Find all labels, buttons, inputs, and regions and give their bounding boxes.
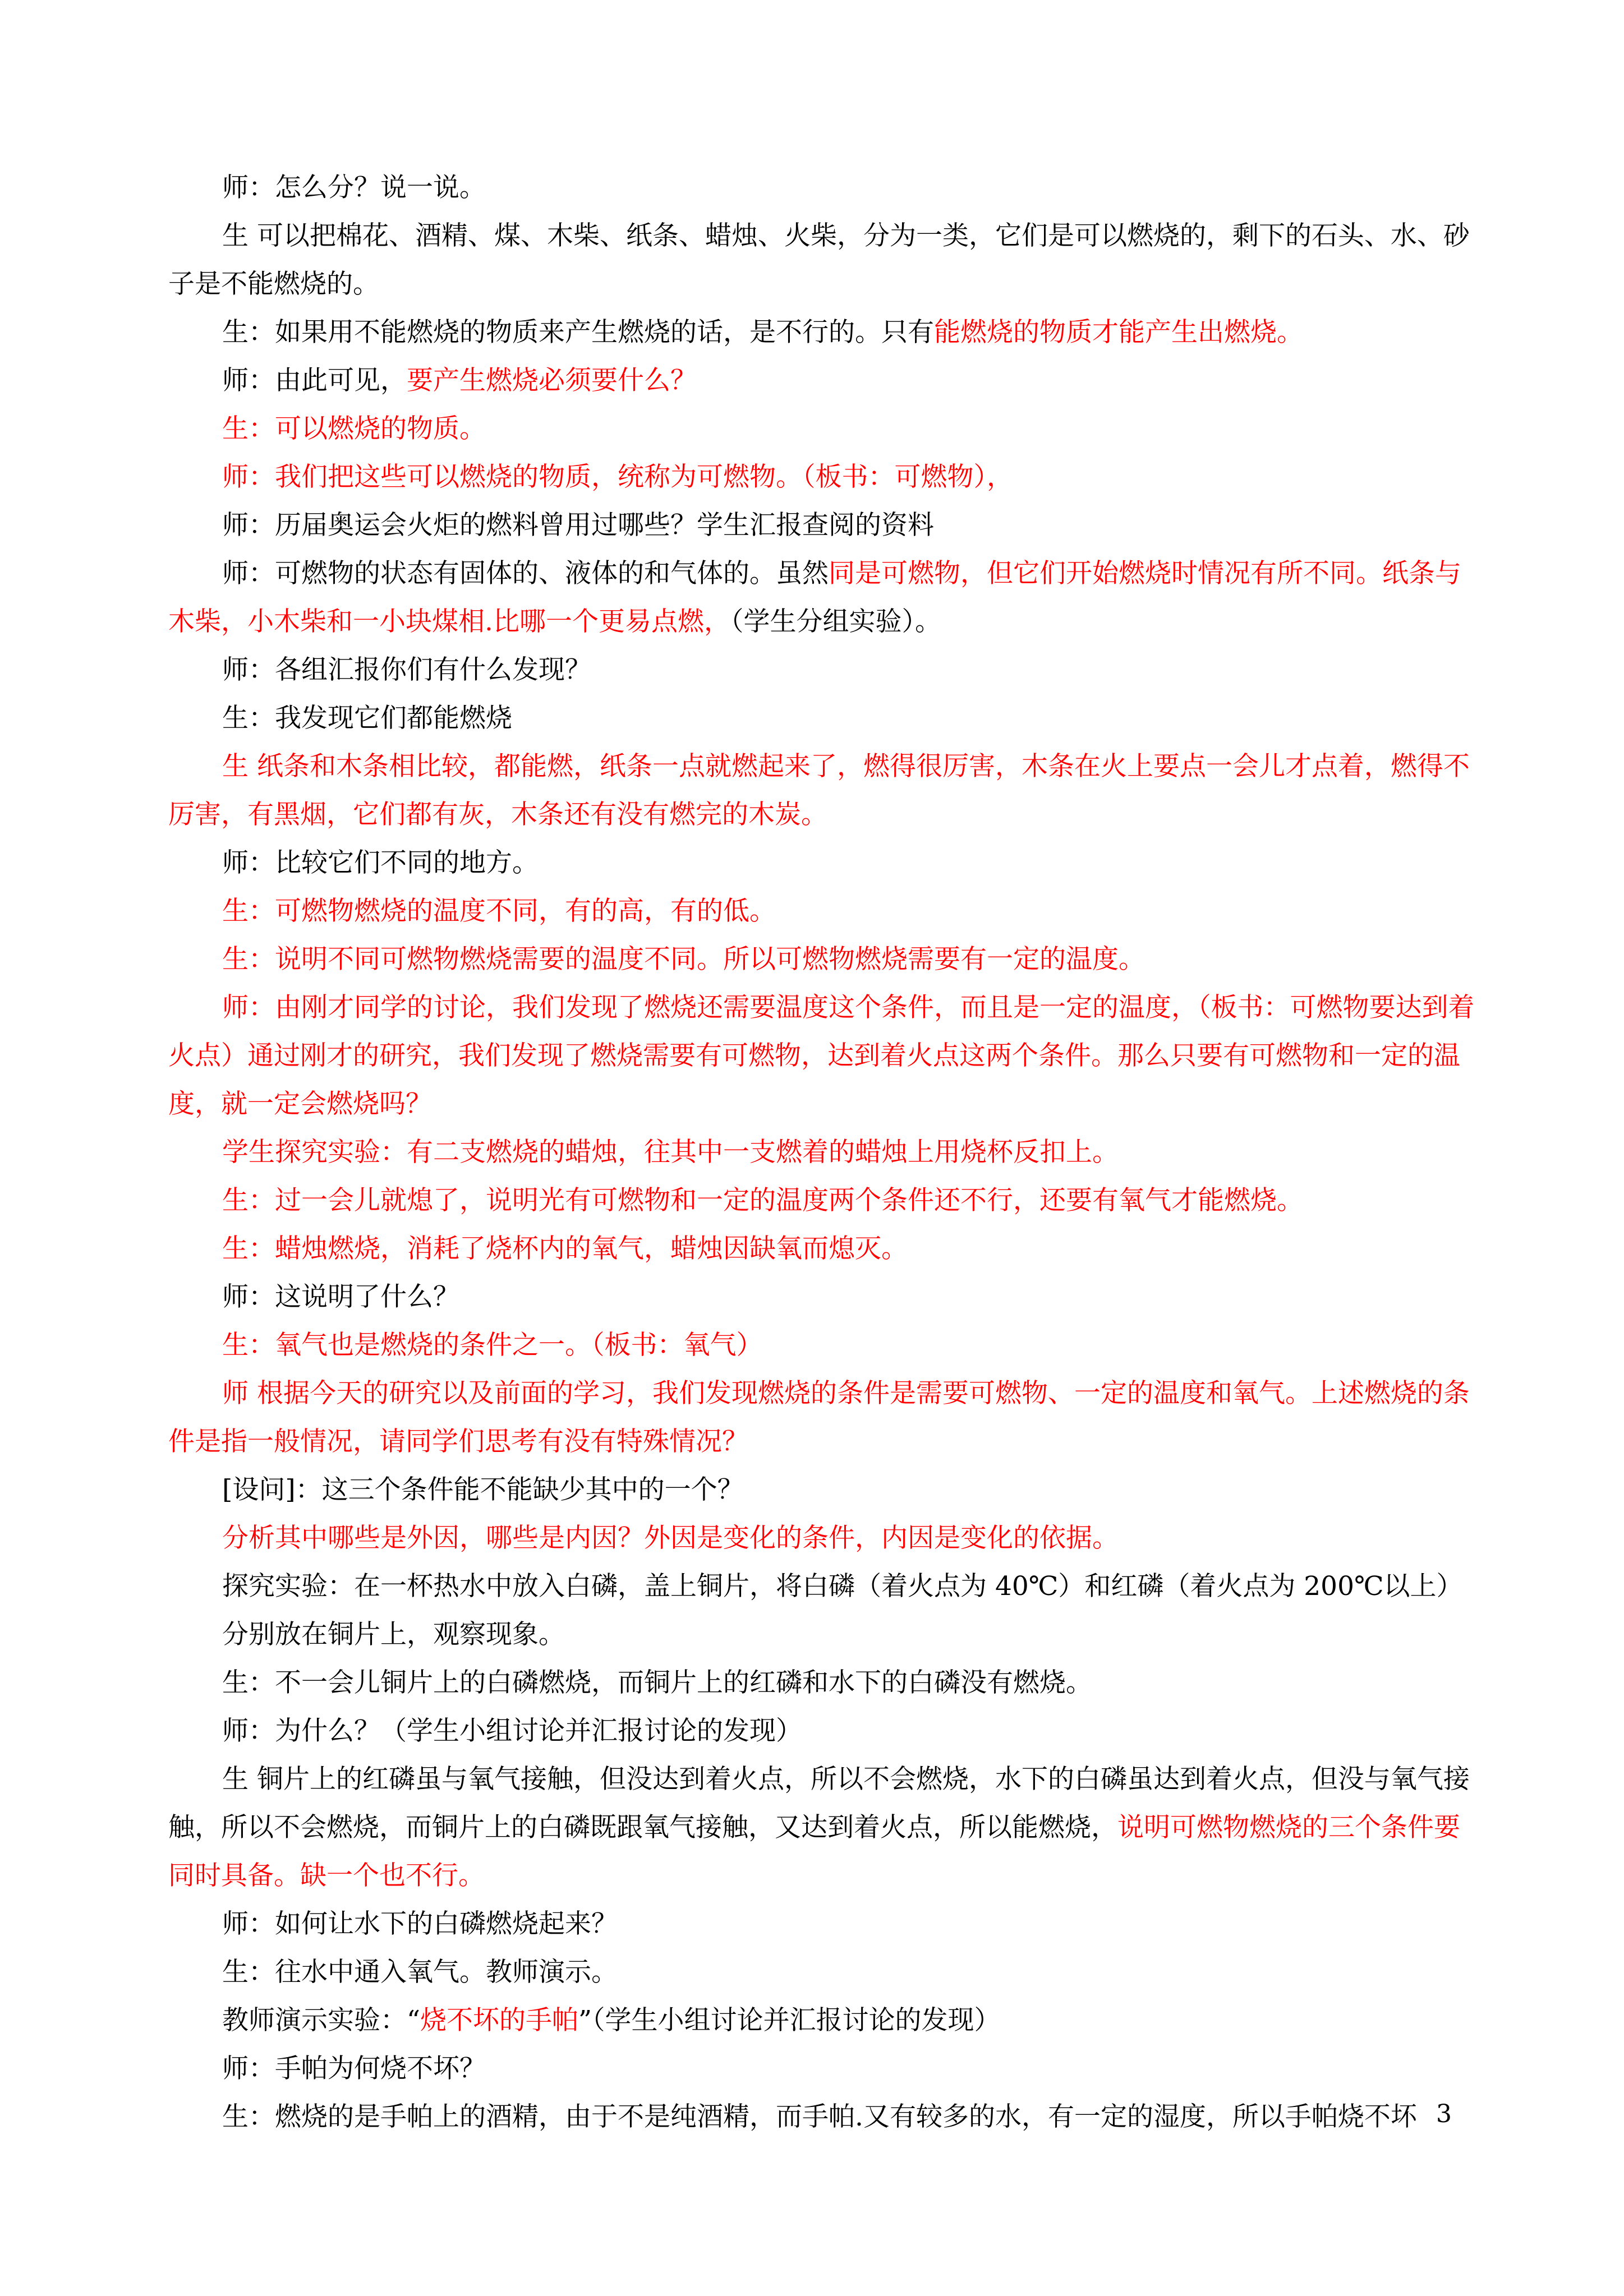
paragraph — [168, 1997, 1484, 2045]
text-segment: [设问]：这三个条件能不能缺少其中的一个？ — [222, 1474, 744, 1505]
paragraph — [168, 984, 1484, 1128]
highlighted-text: 生：氧气也是燃烧的条件之一。（板书：氧气） — [222, 1330, 763, 1361]
paragraph — [168, 1273, 1484, 1321]
highlighted-text: 生：可燃物燃烧的温度不同，有的高，有的低。 — [222, 896, 776, 926]
text-segment: 师：这说明了什么？ — [222, 1281, 459, 1312]
text-segment: 师：比较它们不同的地方。 — [222, 847, 539, 878]
text-segment: ”（学生小组讨论并汇报讨论的发现） — [578, 2005, 1001, 2036]
highlighted-text: 师：我们把这些可以燃烧的物质，统称为可燃物。（板书：可燃物）， — [222, 462, 1013, 492]
text-segment: 师：各组汇报你们有什么发现？ — [222, 654, 591, 685]
paragraph — [168, 357, 1484, 405]
paragraph — [168, 1659, 1484, 1707]
text-segment: 生：往水中通入氧气。教师演示。 — [222, 1957, 618, 1988]
text-segment: 生 可以把棉花、酒精、煤、木柴、纸条、蜡烛、火柴，分为一类，它们是可以燃烧的，剩下的石头、水、砂子是不能燃烧的。 — [168, 220, 1470, 299]
highlighted-text: 生 纸条和木条相比较，都能燃，纸条一点就燃起来了，燃得很厉害，木条在火上要点一会儿才点着，燃得不厉害，有黑烟，它们都有灰，木条还有没有燃完的木炭。 — [168, 751, 1470, 830]
paragraph — [168, 935, 1484, 984]
page-number: 3 — [1436, 2100, 1452, 2128]
highlighted-text: 分析其中哪些是外因，哪些是内因？外因是变化的条件，内因是变化的依据。 — [222, 1523, 1119, 1553]
highlighted-text: 生：蜡烛燃烧，消耗了烧杯内的氧气，蜡烛因缺氧而熄灭。 — [222, 1233, 908, 1264]
text-segment: 生 铜片上的红磷虽与氧气接触，但没达到着火点，所以不会燃烧，水下的白磷虽达到着火点，但没与氧气接触，所以不会燃烧，而铜片上的白磷既跟氧气接触，又达到着火点，所以能燃烧， — [168, 1764, 1470, 1843]
highlighted-text: 生：可以燃烧的物质。 — [222, 413, 486, 444]
paragraph — [168, 1370, 1484, 1466]
paragraph — [168, 164, 1484, 212]
text-segment: （学生分组实验）。 — [730, 606, 941, 637]
highlighted-text: 生：过一会儿就熄了，说明光有可燃物和一定的温度两个条件还不行，还要有氧气才能燃烧。 — [222, 1185, 1303, 1216]
paragraph — [168, 1900, 1484, 1948]
text-segment: 生：我发现它们都能燃烧 — [222, 703, 512, 734]
highlighted-text: 能燃烧的物质才能产生出燃烧。 — [934, 317, 1303, 348]
highlighted-text: 同是可燃物，但它们开始燃烧时情况有所不同。纸条与木柴，小木柴和一小块煤相.比哪一个更易点燃， — [168, 558, 1461, 637]
paragraph — [168, 1707, 1484, 1755]
highlighted-text: 师：由刚才同学的讨论，我们发现了燃烧还需要温度这个条件，而且是一定的温度，（板书：可燃物要达到着火点）通过刚才的研究，我们发现了燃烧需要有可燃物，达到着火点这两个条件。那么只要有可燃物和一定的温度，就一定会燃烧吗？ — [168, 992, 1475, 1119]
highlighted-text: 学生探究实验：有二支燃烧的蜡烛，往其中一支燃着的蜡烛上用烧杯反扣上。 — [222, 1137, 1119, 1168]
paragraph — [168, 1177, 1484, 1225]
highlighted-text: 说明可燃物燃烧的三个条件要同时具备。缺一个也不行。 — [168, 1812, 1460, 1891]
paragraph — [168, 501, 1484, 550]
paragraph — [168, 453, 1484, 501]
paragraph — [168, 1321, 1484, 1370]
paragraph — [168, 2045, 1484, 2093]
text-segment: 师：如何让水下的白磷燃烧起来？ — [222, 1908, 618, 1939]
text-segment: 生：不一会儿铜片上的白磷燃烧，而铜片上的红磷和水下的白磷没有燃烧。 — [222, 1667, 1092, 1698]
paragraph — [168, 1225, 1484, 1273]
paragraph — [168, 1514, 1484, 1562]
text-segment: 师：可燃物的状态有固体的、液体的和气体的。虽然 — [222, 558, 829, 589]
paragraph — [168, 2093, 1484, 2141]
text-segment: 生：燃烧的是手帕上的酒精，由于不是纯酒精，而手帕.又有较多的水，有一定的湿度，所以手帕烧不坏 — [222, 2101, 1417, 2132]
document-body — [168, 164, 1484, 2141]
text-segment: 教师演示实验：“ — [222, 2005, 421, 2036]
paragraph — [168, 1128, 1484, 1177]
paragraph — [168, 694, 1484, 743]
paragraph — [168, 405, 1484, 453]
paragraph — [168, 550, 1484, 646]
text-segment: 生：如果用不能燃烧的物质来产生燃烧的话，是不行的。只有 — [222, 317, 934, 348]
text-segment: 师：手帕为何烧不坏？ — [222, 2053, 486, 2084]
highlighted-text: 师 根据今天的研究以及前面的学习，我们发现燃烧的条件是需要可燃物、一定的温度和氧气。上述燃烧的条件是指一般情况，请同学们思考有没有特殊情况？ — [168, 1378, 1470, 1457]
paragraph — [168, 308, 1484, 357]
paragraph — [168, 1755, 1484, 1900]
text-segment: 师：怎么分？说一说。 — [222, 172, 486, 203]
highlighted-text: 烧不坏的手帕 — [420, 2005, 579, 2036]
text-segment: 师：由此可见， — [222, 365, 407, 396]
paragraph — [168, 646, 1484, 694]
text-segment: 师：历届奥运会火炬的燃料曾用过哪些？学生汇报查阅的资料 — [222, 510, 934, 541]
text-segment: 探究实验：在一杯热水中放入白磷，盖上铜片，将白磷（着火点为 40℃）和红磷（着火点为 200℃以上）分别放在铜片上，观察现象。 — [222, 1571, 1463, 1650]
paragraph — [168, 1466, 1484, 1514]
text-segment: 师：为什么？（学生小组讨论并汇报讨论的发现） — [222, 1716, 802, 1746]
paragraph — [168, 212, 1484, 308]
paragraph — [168, 839, 1484, 887]
paragraph — [168, 1562, 1484, 1659]
paragraph — [168, 887, 1484, 935]
highlighted-text: 要产生燃烧必须要什么？ — [407, 365, 697, 396]
highlighted-text: 生：说明不同可燃物燃烧需要的温度不同。所以可燃物燃烧需要有一定的温度。 — [222, 944, 1145, 975]
paragraph — [168, 1948, 1484, 1997]
paragraph — [168, 743, 1484, 839]
